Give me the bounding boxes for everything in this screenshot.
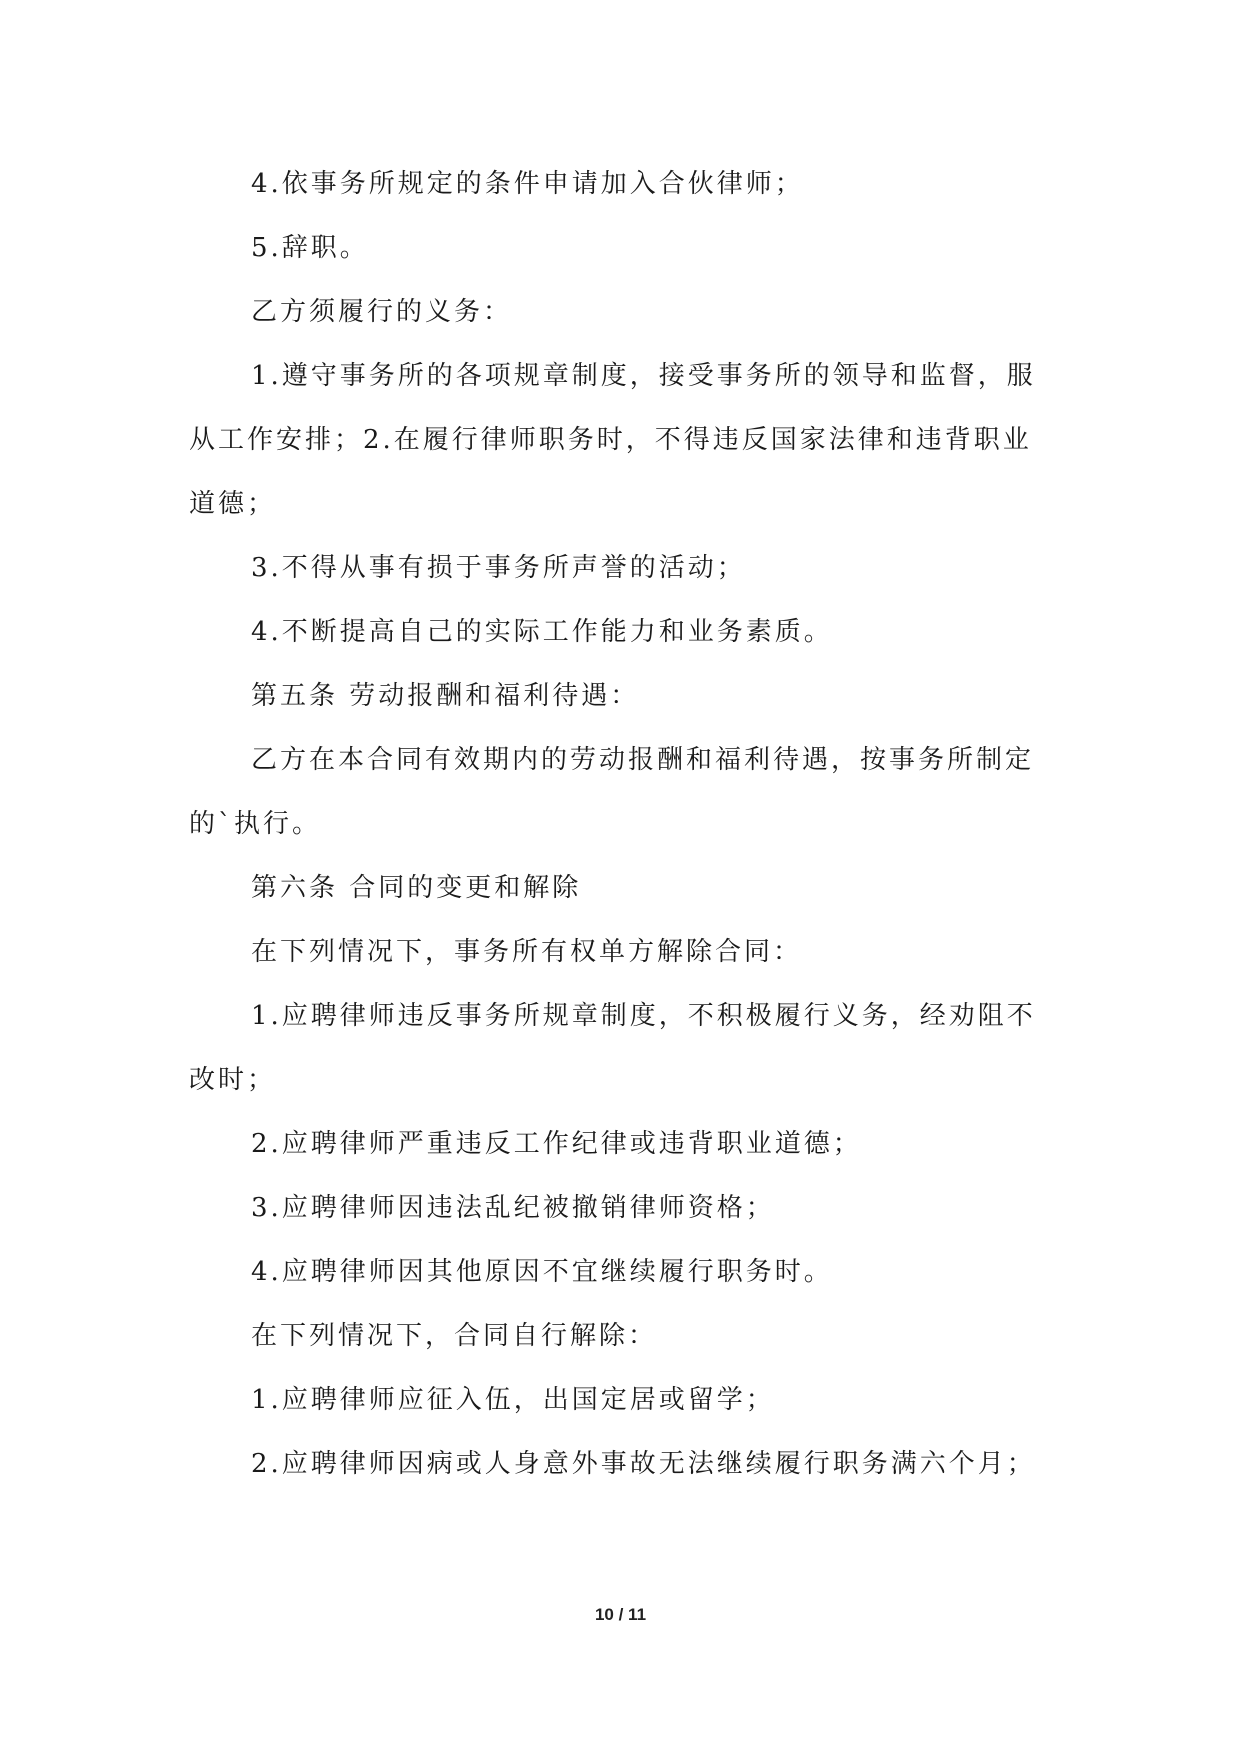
- paragraph-termination-3: 3.应聘律师因违法乱纪被撤销律师资格；: [251, 1193, 775, 1223]
- article-5-heading: 第五条 劳动报酬和福利待遇：: [251, 681, 640, 711]
- document-body: [189, 152, 1059, 1496]
- paragraph-termination-1: 1.应聘律师违反事务所规章制度，不积极履行义务，经劝阻不改时；: [189, 1001, 1036, 1095]
- paragraph-auto-termination-heading: 在下列情况下，合同自行解除：: [251, 1321, 658, 1351]
- paragraph-resign: 5.辞职。: [251, 233, 369, 263]
- paragraph-duty-3: 3.不得从事有损于事务所声誉的活动；: [251, 553, 746, 583]
- paragraph-duty-4: 4.不断提高自己的实际工作能力和业务素质。: [251, 617, 833, 647]
- paragraph-apply-partner: 4.依事务所规定的条件申请加入合伙律师；: [251, 169, 804, 199]
- article-6-heading: 第六条 合同的变更和解除: [251, 873, 582, 903]
- paragraph-auto-termination-2: 2.应聘律师因病或人身意外事故无法继续履行职务满六个月；: [251, 1449, 1036, 1479]
- paragraph-duty-1-2: 1.遵守事务所的各项规章制度，接受事务所的领导和监督，服从工作安排；2.在履行律师职务时，不得违反国家法律和违背职业道德；: [189, 361, 1036, 519]
- paragraph-termination-2: 2.应聘律师严重违反工作纪律或违背职业道德；: [251, 1129, 862, 1159]
- paragraph-remuneration: 乙方在本合同有效期内的劳动报酬和福利待遇，按事务所制定的`执行。: [189, 745, 1035, 839]
- paragraph-firm-termination-heading: 在下列情况下，事务所有权单方解除合同：: [251, 937, 803, 967]
- paragraph-termination-4: 4.应聘律师因其他原因不宜继续履行职务时。: [251, 1257, 833, 1287]
- paragraph-party-b-duties-heading: 乙方须履行的义务：: [251, 297, 513, 327]
- page-number: 10 / 11: [594, 1605, 647, 1624]
- paragraph-auto-termination-1: 1.应聘律师应征入伍，出国定居或留学；: [251, 1385, 775, 1415]
